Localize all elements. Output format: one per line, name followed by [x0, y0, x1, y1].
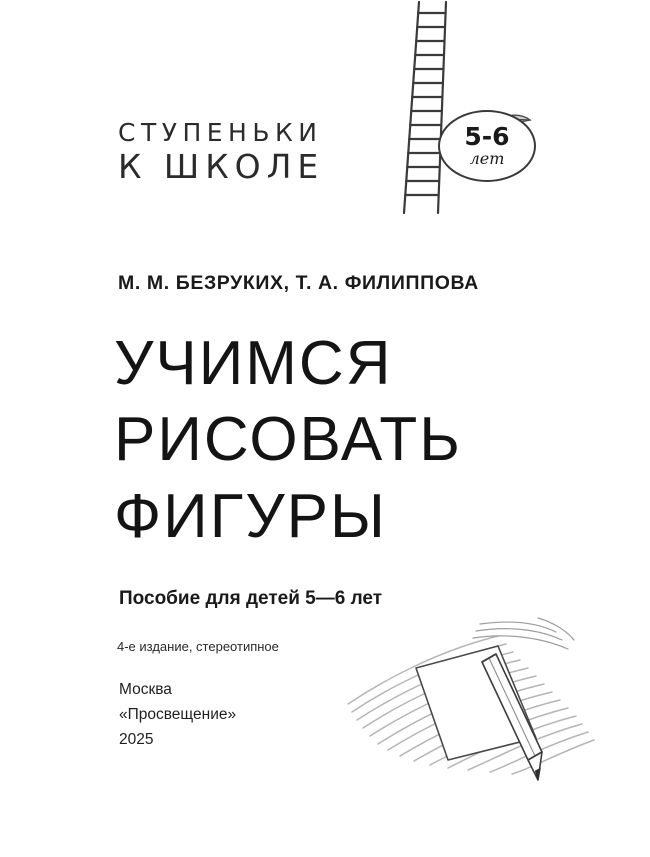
- authors-line: М. М. БЕЗРУКИХ, Т. А. ФИЛИППОВА: [118, 272, 479, 294]
- imprint-year: 2025: [119, 730, 154, 748]
- age-badge-oval: [438, 110, 536, 182]
- page-title: [114, 326, 584, 555]
- edition-note: 4-е издание, стереотипное: [117, 639, 279, 654]
- page-title-line-2: РИСОВАТЬ: [114, 405, 462, 475]
- imprint-city: Москва: [119, 681, 172, 698]
- subtitle: Пособие для детей 5—6 лет: [119, 588, 383, 609]
- ladder-icon: [376, 0, 456, 215]
- page-title-line-3: ФИГУРЫ: [114, 481, 387, 551]
- imprint-block: [119, 678, 236, 752]
- pencil-and-paper-illustration: [330, 600, 620, 810]
- age-badge-unit: лет: [469, 149, 505, 169]
- age-badge-range: 5-6: [464, 122, 510, 152]
- series-title: [118, 118, 388, 186]
- imprint-publisher: «Просвещение»: [119, 705, 237, 723]
- series-logo-block: [118, 0, 548, 230]
- series-title-line-2: К ШКОЛЕ: [118, 146, 325, 186]
- series-title-line-1: СТУПЕНЬКИ: [118, 118, 323, 147]
- page-title-line-1: УЧИМСЯ: [114, 329, 393, 398]
- age-badge: [438, 110, 536, 182]
